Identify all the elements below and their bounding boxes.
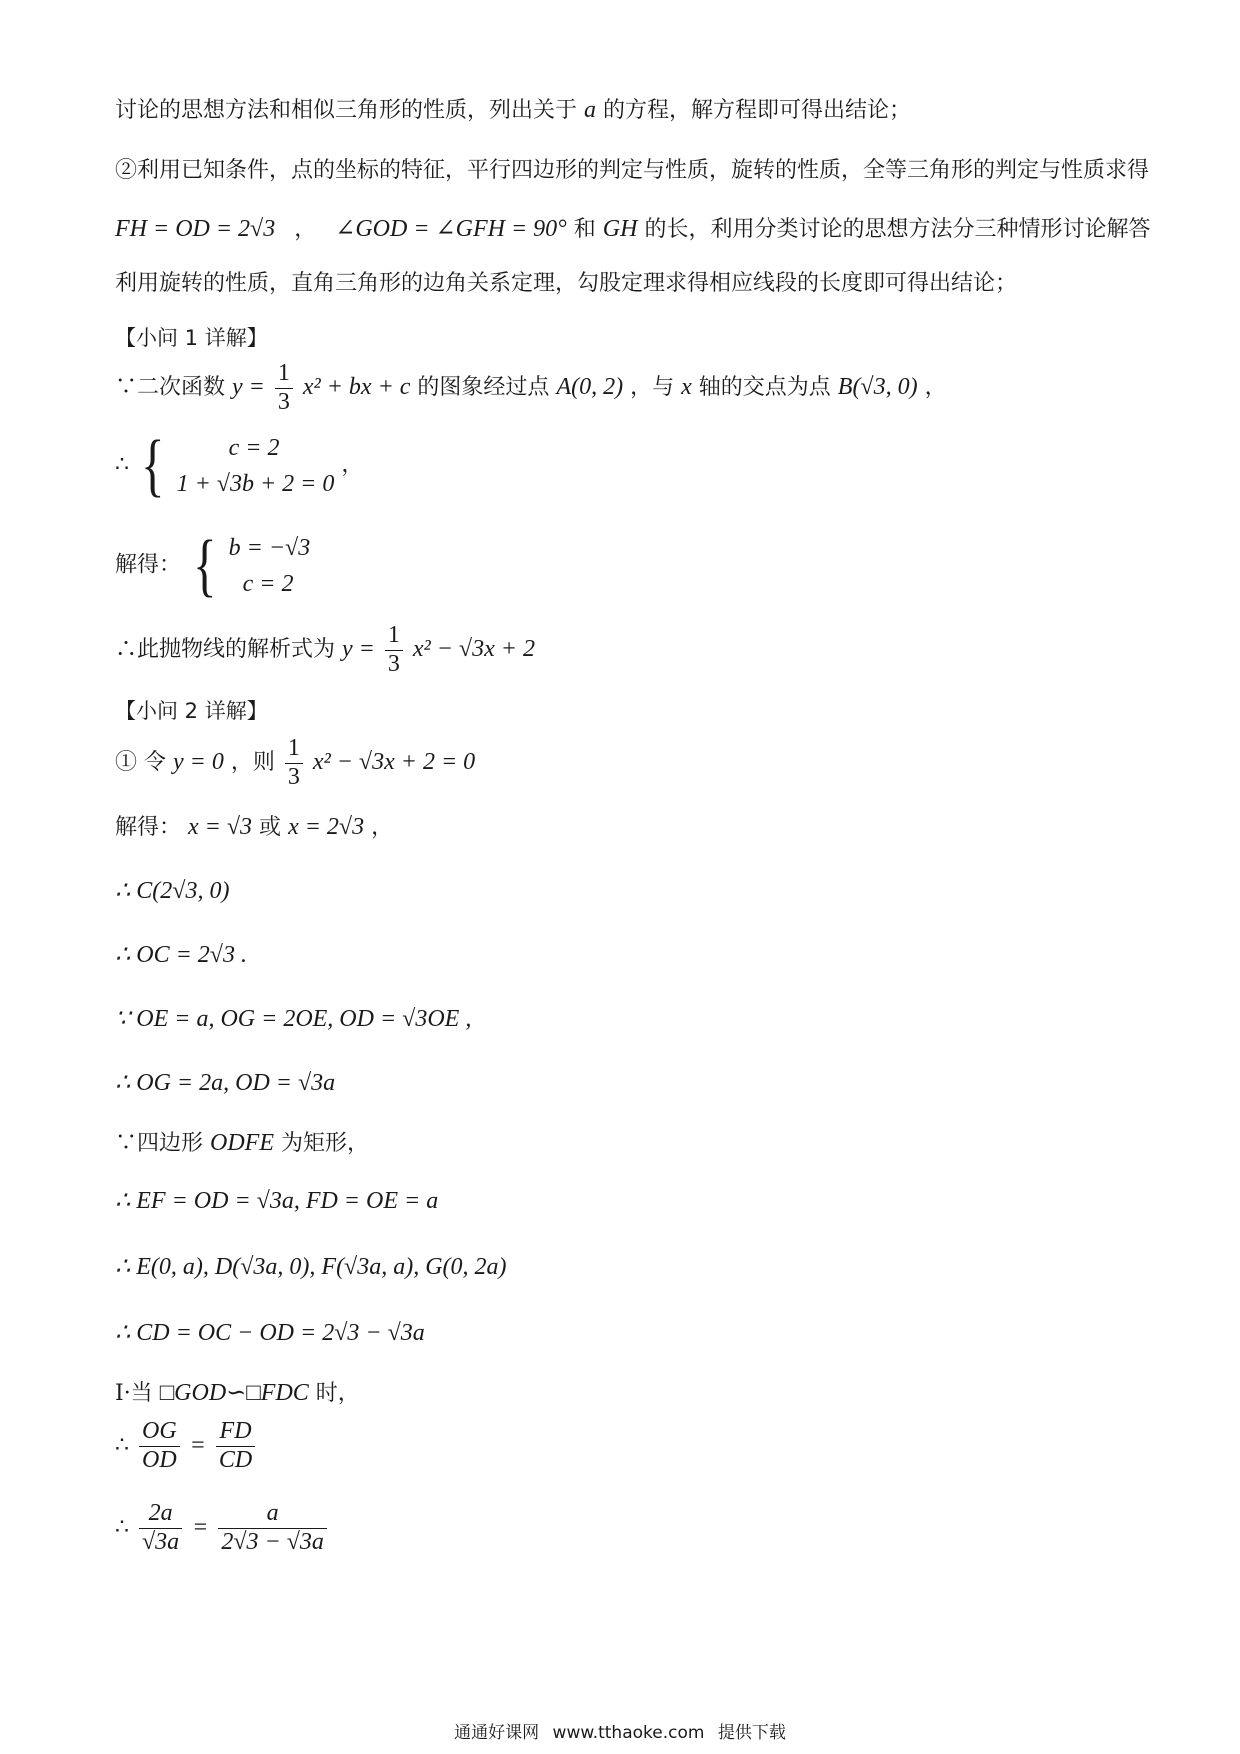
text-line: [115, 95, 911, 126]
text: ，: [341, 452, 364, 478]
math-var: a: [584, 97, 597, 123]
system-row: b = −√3: [228, 535, 311, 561]
math-line: [115, 622, 535, 678]
math-expr: =: [192, 1514, 209, 1541]
text: ∵四边形: [115, 1131, 204, 1156]
math-expr: x = 2√3: [288, 814, 365, 840]
math-expr: ∠GOD = ∠GFH = 90°: [335, 216, 567, 242]
text: ① 令: [115, 750, 166, 776]
text: 的图象经过点: [417, 375, 550, 401]
text: 讨论的思想方法和相似三角形的性质，列出关于: [115, 98, 578, 123]
system-rows: [229, 530, 311, 602]
text: 和: [573, 217, 596, 242]
text: ∴: [115, 452, 129, 478]
text: ∵二次函数: [115, 375, 226, 401]
text: ，则: [230, 750, 275, 776]
text: 轴的交点为点: [698, 375, 831, 401]
text: ，与: [630, 375, 675, 401]
fraction: $\frac{FD}{CD}$: [216, 1418, 255, 1474]
math-expr: A(0, 2): [556, 374, 624, 401]
math-line: [115, 812, 393, 843]
text: 解得：: [115, 815, 182, 840]
page-footer: [0, 1718, 1240, 1743]
text: ，: [294, 217, 317, 242]
section-heading: 【小问 1 详解】: [115, 326, 268, 350]
text: I·当: [115, 1381, 153, 1406]
text: 的方程，解方程即可得出结论；: [603, 98, 912, 123]
math-line: ∴ EF = OD = √3a, FD = OE = a: [115, 1188, 439, 1214]
brace: {: [141, 427, 165, 504]
text-line: [115, 214, 1150, 245]
text: 解得：: [115, 552, 182, 578]
math-line: [115, 1378, 360, 1409]
math-expr: x² + bx + c: [302, 374, 411, 401]
math-line: [115, 1418, 258, 1474]
math-expr: GH: [602, 216, 638, 242]
fraction: $\frac{1}{3}$: [285, 735, 303, 791]
math-line: ∴ E(0, a), D(√3a, 0), F(√3a, a), G(0, 2a): [115, 1254, 507, 1280]
section-heading: 【小问 2 详解】: [115, 699, 268, 723]
math-line: ∴ OC = 2√3 .: [115, 942, 247, 968]
text: ∴: [115, 1432, 129, 1458]
text: 时，: [315, 1381, 360, 1406]
text-line: 利用旋转的性质，直角三角形的边角关系定理，勾股定理求得相应线段的长度即可得出结论；: [115, 271, 1018, 296]
footer-action: 提供下载: [717, 1723, 786, 1743]
math-var: x: [681, 374, 692, 401]
math-line: [115, 1128, 369, 1159]
equation-system: [115, 527, 311, 604]
fraction: $\frac{1}{3}$: [275, 360, 293, 416]
math-expr: ODFE: [210, 1130, 274, 1156]
math-line: [115, 1500, 330, 1556]
math-expr: =: [189, 1432, 206, 1459]
math-expr: x = √3: [188, 814, 253, 840]
math-expr: x² − √3x + 2 = 0: [312, 749, 476, 776]
math-line: ∴ CD = OC − OD = 2√3 − √3a: [115, 1320, 425, 1346]
text: 或: [259, 815, 282, 840]
text: ，: [371, 815, 394, 840]
math-line: [115, 735, 475, 791]
text: 为矩形，: [281, 1131, 370, 1156]
fraction: $\frac{1}{3}$: [385, 622, 403, 678]
text: ，: [924, 375, 947, 401]
math-line: ∴ C(2√3, 0): [115, 878, 230, 904]
fraction: $\frac{OG}{OD}$: [139, 1418, 180, 1474]
math-expr: x² − √3x + 2: [412, 636, 535, 663]
brace: {: [193, 527, 217, 604]
footer-site-name: 通通好课网: [454, 1723, 540, 1743]
math-line: ∴ OG = 2a, OD = √3a: [115, 1070, 336, 1096]
math-expr: B(√3, 0): [837, 374, 918, 401]
math-expr: FH = OD = 2√3: [115, 216, 276, 242]
math-line: [115, 360, 947, 416]
equation-system: [115, 427, 364, 504]
fraction: $\frac{a}{2√3 - √3a}$: [218, 1500, 327, 1556]
text: 的长，利用分类讨论的思想方法分三种情形讨论解答: [644, 217, 1151, 242]
footer-url[interactable]: www.tthaoke.com: [552, 1723, 705, 1743]
math-expr: y = 0: [173, 749, 224, 776]
system-rows: [177, 430, 335, 502]
text-line: ②利用已知条件，点的坐标的特征，平行四边形的判定与性质，旋转的性质，全等三角形的判定与性质求得: [115, 158, 1150, 183]
system-row: 1 + √3b + 2 = 0: [176, 471, 335, 497]
math-expr: y =: [232, 374, 265, 401]
math-expr: y =: [342, 636, 375, 663]
math-expr: □GOD∽□FDC: [159, 1380, 309, 1406]
system-row: c = 2: [228, 435, 280, 461]
system-row: c = 2: [242, 571, 294, 597]
math-line: ∵ OE = a, OG = 2OE, OD = √3OE ,: [115, 1006, 472, 1032]
fraction: $\frac{2a}{√3a}$: [139, 1500, 182, 1556]
text: ∴此抛物线的解析式为: [115, 637, 336, 663]
text: ∴: [115, 1514, 129, 1540]
